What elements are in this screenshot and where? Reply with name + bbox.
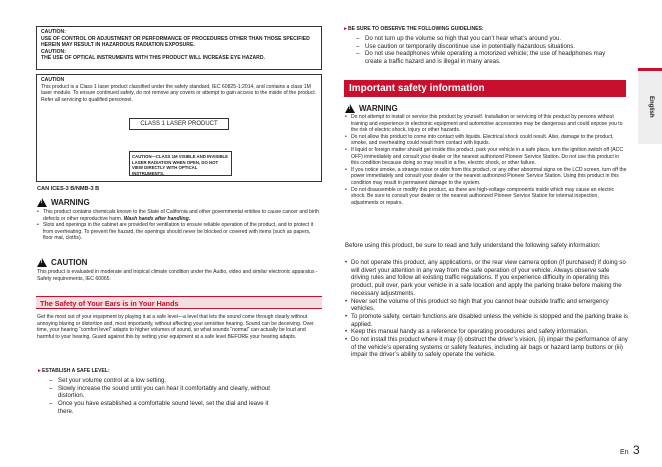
list-item: – Slowly increase the sound until you can hear it comfortably and clearly, without distortion. <box>49 385 281 400</box>
caution-left <box>37 258 321 282</box>
page-number <box>620 441 640 459</box>
list-item: • Never set the volume of this product so high that you cannot hear outside traffic and emergency vehicles. <box>345 298 628 313</box>
list-item: • Do not install this product where it may (i) obstruct the driver’s vision, (ii) impair the performance of any of the vehicle’s operating systems or safety features, including air bags or hazard lamp buttons or (iii) impair the driver’s ability to safely operate the vehicle. <box>345 336 628 359</box>
side-tab-label: English <box>648 96 654 118</box>
warning-left-title: WARNING <box>51 198 90 207</box>
page-prefix: En <box>620 449 629 456</box>
important-list-2 <box>345 259 628 359</box>
laser-box-text: This product is a Class 1 laser product classified under the safety standard, IEC 60825-1:2014, and contains a class 1M laser module. To ensure continued safety, do not remove any covers or attempt to gain access to the inside of the product. Refer all servicing to qualified personnel. <box>41 83 317 103</box>
guidelines-list <box>356 35 618 66</box>
arrow-icon: ► <box>37 368 42 374</box>
can-ices: CAN ICES-3 B/NMB-3 B <box>37 186 100 192</box>
side-tab-accent <box>638 68 662 71</box>
establish-list <box>49 377 281 416</box>
list-item: • This product contains chemicals known to the State of California and other governmental entities to cause cancer and birth defects or other reproductive harm. Wash hands after handling. <box>37 209 321 222</box>
important-heading: Important safety information <box>344 80 626 97</box>
laser-box <box>36 74 322 182</box>
list-item: • Do not operate this product, any applications, or the rear view camera option (if purchased) if doing so will divert your attention in any way from the safe operation of your vehicle. Always observe safe driving rules and follow all existing traffic regulations. If you experience difficulty in operating this product, pull over, park your vehicle in a safe location and apply the parking brake before making the necessary adjustments. <box>345 259 628 298</box>
arrow-icon: ► <box>343 26 348 32</box>
wash-hands: Wash hands after handling. <box>123 215 191 222</box>
important-warning-title: WARNING <box>359 104 398 113</box>
caution-top-l3: CAUTION: <box>41 48 66 55</box>
list-item: • Do not disassemble or modify this product, as there are high-voltage components inside which may cause an electric shock. Be sure to consult your dealer or the nearest authorized Pioneer Service Station for internal inspection, adjustments or repairs. <box>345 187 627 207</box>
page-num: 3 <box>633 443 640 457</box>
list-item: – Do not turn up the volume so high that you can’t hear what’s around you. <box>356 35 618 43</box>
list-item: • If liquid or foreign matter should get inside this product, park your vehicle in a safe place, turn the ignition switch off (ACC OFF) immediately and consult your dealer or the nearest authorized Pioneer Service Station. Do not use this product in this condition because doing so may result in a fire, electric shock, or other failure. <box>345 147 627 167</box>
caution-top-box <box>36 26 322 70</box>
important-warning <box>345 104 398 113</box>
ears-heading: The Safety of Your Ears is in Your Hands <box>36 296 322 309</box>
caution-top-l4: THE USE OF OPTICAL INSTRUMENTS WITH THIS PRODUCT WILL INCREASE EYE HAZARD. <box>41 55 265 62</box>
list-item: – Use caution or temporarily discontinue use in potentially hazardous situations. <box>356 43 618 51</box>
list-item: • If you notice smoke, a strange noise or odor from this product, or any other abnormal signs on the LCD screen, turn off the power immediately and consult your dealer or the nearest authorized Pioneer Service Station. Using this product in this condition may result in permanent damage to the system. <box>345 167 627 187</box>
caution-left-text: This product is evaluated in moderate and tropical climate condition under the Audio, video and similar electronic apparatus - Safety requirements, IEC 60065. <box>37 269 318 282</box>
list-item: • Slots and openings in the cabinet are provided for ventilation to ensure reliable operation of the product, and to protect it from overheating. To prevent fire hazard, the openings should never be blocked or covered with items (such as papers, floor mat, cloths). <box>37 222 321 242</box>
warning-triangle-icon <box>37 258 47 267</box>
caution-left-title: CAUTION <box>51 258 88 267</box>
list-item: • Do not attempt to install or service this product by yourself. Installation or servicing of this product by persons without training and experience in electronic equipment and automotive accessories may be dangerous and could expose you to the risk of electric shock, injury or other hazards. <box>345 114 627 134</box>
side-tab <box>638 68 662 144</box>
establish-title: ►ESTABLISH A SAFE LEVEL: <box>37 368 110 374</box>
list-item: – Set your volume control at a low setting. <box>49 377 281 385</box>
caution-top-l1: CAUTION: <box>41 29 66 35</box>
warning-triangle-icon <box>37 198 47 207</box>
warning-left <box>37 198 321 242</box>
laser-box-title: CAUTION <box>41 77 65 83</box>
warning-triangle-icon <box>345 104 355 113</box>
caution-top-l2: USE OF CONTROL OR ADJUSTMENT OR PERFORMANCE OF PROCEDURES OTHER THAN THOSE SPECIFIED HEREIN MAY RESULT IN HAZARDOUS RADIATION EXPOSURE. <box>41 35 310 49</box>
class1-label: CLASS 1 LASER PRODUCT <box>129 118 229 130</box>
list-item: • To promote safety, certain functions are disabled unless the vehicle is stopped and the parking brake is applied. <box>345 313 628 328</box>
important-list <box>345 114 627 206</box>
list-item: • Keep this manual handy as a reference for operating procedures and safety information. <box>345 328 628 336</box>
list-item: – Do not use headphones while operating a motorized vehicle; the use of headphones may create a traffic hazard and is illegal in many areas. <box>356 50 618 65</box>
before-text: Before using this product, be sure to read and fully understand the following safety information: <box>345 242 601 249</box>
list-item: • Do not allow this product to come into contact with liquids. Electrical shock could result. Also, damage to the product, smoke, and overheating could result from contact with liquids. <box>345 134 627 147</box>
list-item: – Once you have established a comfortable sound level, set the dial and leave it there. <box>49 400 281 415</box>
ears-text: Get the most out of your equipment by playing it at a safe level—a level that lets the sound come through clearly without annoying blaring or distortion and, most importantly, without affecting your sensitive hearing. Sound can be deceiving. Over time, your hearing “comfort level” adapts to higher volumes of sound, so what sounds “normal” can actually be loud and harmful to your hearing. Guard against this by setting your equipment at a safe level BEFORE your hearing adapts. <box>37 314 314 340</box>
class1m-label: CAUTION—CLASS 1M VISIBLE AND INVISIBLE LASER RADIATION WHEN OPEN, DO NOT VIEW DIRECTLY WITH OPTICAL INSTRUMENTS. <box>129 151 232 176</box>
guidelines-title: ►BE SURE TO OBSERVE THE FOLLOWING GUIDELINES: <box>343 26 484 32</box>
